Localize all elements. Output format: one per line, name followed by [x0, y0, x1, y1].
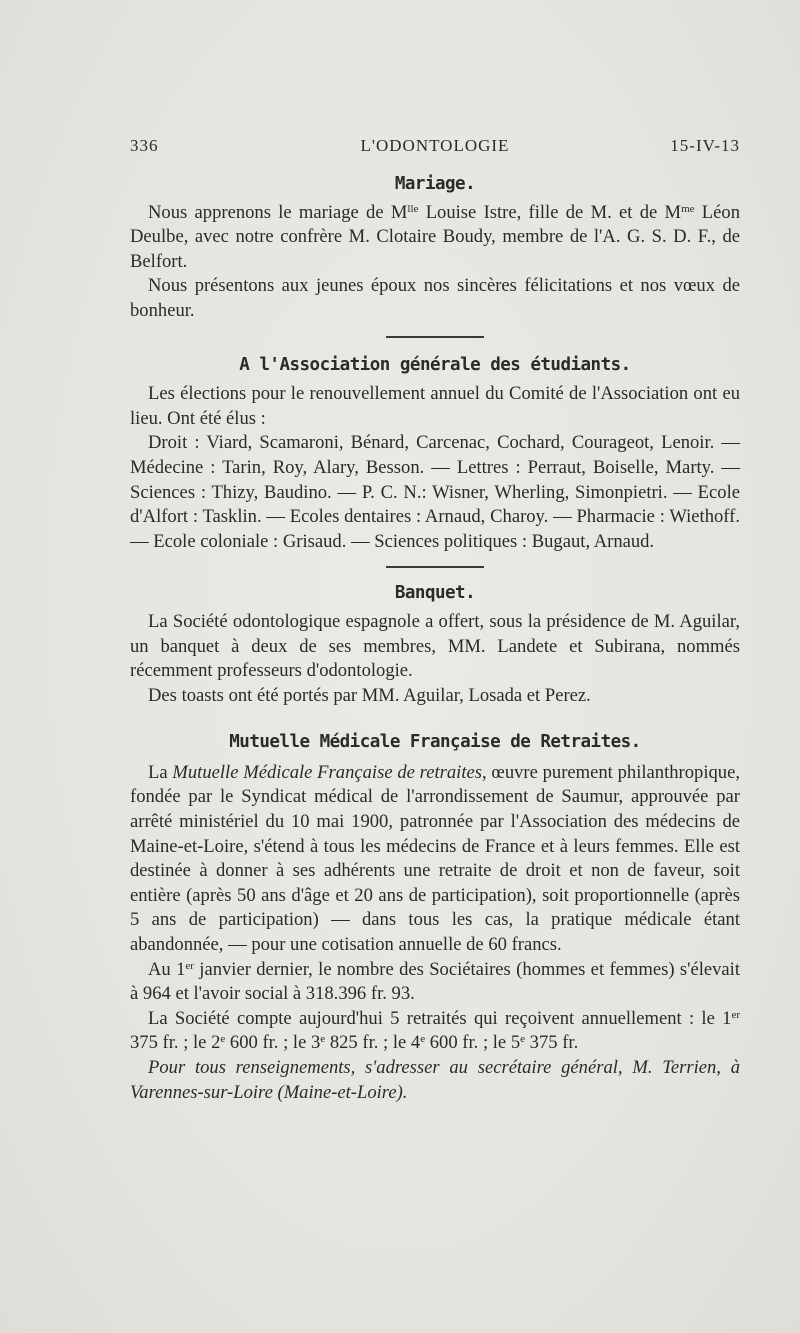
paragraph	[130, 958, 740, 1007]
text-run: 825 fr. ; le 4	[325, 1032, 421, 1054]
text-run: 375 fr.	[525, 1032, 579, 1054]
section-divider	[386, 336, 484, 338]
superscript: e	[420, 1033, 426, 1046]
section-title: Banquet.	[394, 583, 476, 604]
paragraph	[130, 1007, 740, 1056]
italic-title: Mutuelle Médicale Française de retraites	[172, 761, 482, 783]
superscript: er	[185, 959, 194, 972]
section-divider	[386, 566, 484, 568]
section-banquet	[130, 581, 740, 708]
superscript: lle	[407, 202, 419, 215]
journal-title: L'ODONTOLOGIE	[360, 136, 510, 155]
text-run: janvier dernier, le nombre des Sociétaires (hommes et femmes) s'élevait à 964 et l'avoir social à 318.396 fr. 93.	[130, 958, 740, 1005]
paragraph: Droit : Viard, Scamaroni, Bénard, Carcenac, Cochard, Courageot, Lenoir. — Médecine : Tarin, Roy, Alary, Besson. — Lettres : Perraut, Boiselle, Marty. — Sciences : Thizy, Baudino. — P. C. N.: Wisner, Wherling, Simonpietri. — Ecole d'Alfort : Tasklin. — Ecoles dentaires : Arnaud, Charoy. — Pharmacie : Wiethoff. — Ecole coloniale : Grisaud. — Sciences politiques : Bugaut, Arnaud.	[130, 432, 740, 552]
paragraph	[130, 761, 740, 958]
running-header	[130, 136, 740, 158]
issue-date: 15-IV-13	[670, 136, 740, 155]
section-title: Mutuelle Médicale Française de Retraites.	[229, 732, 641, 753]
section-mutuelle	[130, 730, 740, 1105]
superscript: me	[681, 202, 695, 215]
superscript: e	[220, 1033, 226, 1046]
text-run: Louise Istre, fille de M. et de M	[418, 201, 682, 223]
paragraph: Les élections pour le renouvellement annuel du Comité de l'Association ont eu lieu. Ont été élus :	[130, 383, 740, 429]
text-run: La	[148, 761, 173, 783]
paragraph-contact: Pour tous renseignements, s'adresser au secrétaire général, M. Terrien, à Varennes-sur-Loire (Maine-et-Loire).	[130, 1057, 740, 1103]
text-run: Léon Deulbe, avec notre confrère M. Clotaire Boudy, membre de l'A. G. S. D. F., de Belfort.	[130, 201, 741, 272]
paragraph: Des toasts ont été portés par MM. Aguilar, Losada et Perez.	[148, 684, 591, 706]
paragraph	[130, 201, 740, 275]
superscript: er	[731, 1008, 740, 1021]
text-run: La Société compte aujourd'hui 5 retraités qui reçoivent annuellement : le 1	[148, 1007, 732, 1029]
superscript: e	[320, 1033, 326, 1046]
text-run: Au 1	[148, 958, 186, 980]
paragraph: Nous présentons aux jeunes époux nos sincères félicitations et nos vœux de bonheur.	[130, 275, 740, 321]
section-association	[130, 353, 740, 555]
page-number: 336	[130, 136, 159, 155]
section-title: Mariage.	[394, 174, 476, 194]
text-run: 600 fr. ; le 3	[225, 1032, 321, 1054]
section-mariage	[130, 172, 740, 324]
text-run: 375 fr. ; le 2	[130, 1032, 221, 1054]
section-title: A l'Association générale des étudiants.	[239, 354, 631, 375]
superscript: e	[520, 1033, 526, 1046]
article-body	[130, 172, 740, 1105]
text-run: , œuvre purement philanthropique, fondée par le Syndicat médical de l'arrondissement de Saumur, approuvée par arrêté ministériel du 10 mai 1900, patronnée par l'Association des médecins de Maine-et-Loire, s'étend à tous les médecins de France et à leurs femmes. Elle est destinée à donner à ses adhérents une retraite de droit et non de faveur, soit entière (après 50 ans d'âge et 20 ans de participation), soit proportionnelle (après 5 ans de participation) — dans tous les cas, la pratique médicale étant abandonnée, — pour une cotisation annuelle de 60 francs.	[130, 761, 740, 956]
paragraph: La Société odontologique espagnole a offert, sous la présidence de M. Aguilar, un banquet à deux de ses membres, MM. Landete et Subirana, nommés récemment professeurs d'odontologie.	[130, 610, 740, 682]
text-run: Nous apprenons le mariage de M	[148, 201, 408, 223]
text-run: 600 fr. ; le 5	[425, 1032, 521, 1054]
